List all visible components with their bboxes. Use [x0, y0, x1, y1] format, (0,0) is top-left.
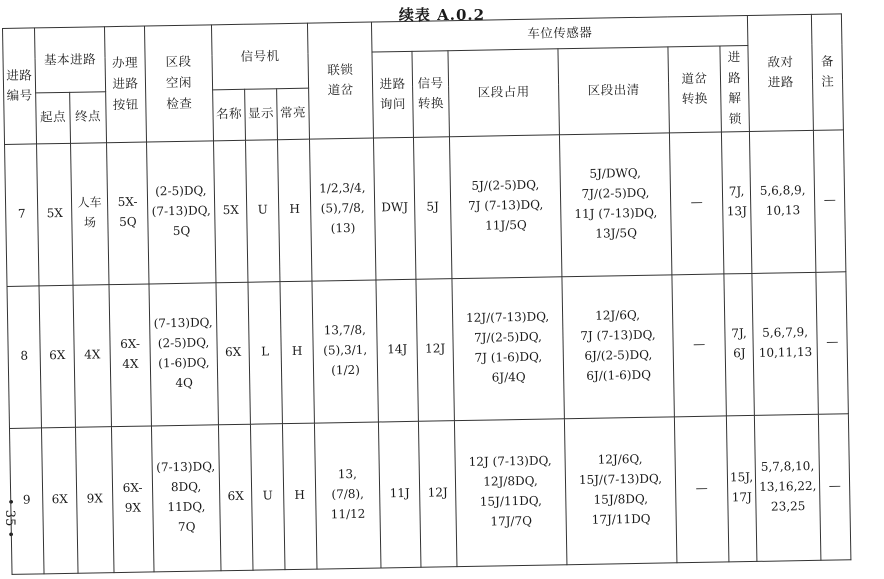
- cell-route-no: 9: [9, 427, 44, 574]
- cell-start: 6X: [41, 427, 78, 574]
- header-signal-display: 显示: [245, 89, 278, 140]
- cell-route-query: 14J: [376, 279, 418, 422]
- header-route-query: 进路 询问: [372, 51, 413, 137]
- cell-section-free: (2-5)DQ, (7-13)DQ, 5Q: [147, 140, 216, 283]
- cell-signal-name: 6X: [218, 424, 253, 571]
- header-button: 办理 进路 按钮: [104, 26, 146, 142]
- cell-clear: 12J/6Q, 15J/(7-13)DQ, 15J/8DQ, 17J/11DQ: [564, 416, 677, 564]
- cell-occupy: 12J/(7-13)DQ, 7J/(2-5)DQ, 7J (1-6)DQ, 6J/4Q: [452, 276, 564, 420]
- cell-signal-display: U: [245, 139, 279, 282]
- header-end: 终点: [70, 92, 107, 143]
- cell-signal-display: L: [248, 281, 282, 424]
- cell-unlock: 7J, 6J: [724, 273, 755, 415]
- table-row: [7, 271, 849, 428]
- cell-end: 9X: [75, 426, 114, 573]
- table-row: [5, 129, 847, 286]
- cell-occupy: 5J/(2-5)DQ, 7J (7-13)DQ, 11J/5Q: [449, 134, 561, 278]
- cell-section-free: (7-13)DQ, (2-5)DQ, (1-6)DQ, 4Q: [149, 282, 218, 425]
- header-route-unlock: 进路 解锁: [720, 45, 750, 131]
- table-row: [9, 413, 851, 574]
- header-signal-convert: 信号 转换: [412, 51, 449, 137]
- cell-end: 4X: [73, 284, 111, 427]
- cell-conflict: 5,7,8,10, 13,16,22, 23,25: [755, 414, 822, 561]
- header-switch-convert: 道岔 转换: [668, 46, 721, 132]
- cell-switch: 13, (7/8), 11/12: [314, 421, 381, 568]
- cell-button: 5X- 5Q: [107, 141, 149, 284]
- cell-signal-normal: H: [277, 139, 311, 282]
- cell-route-no: 7: [5, 143, 39, 286]
- cell-signal-convert: 12J: [418, 420, 457, 567]
- cell-occupy: 12J (7-13)DQ, 12J/8DQ, 15J/11DQ, 17J/7Q: [454, 418, 567, 566]
- header-conflict-route: 敌对 进路: [748, 14, 814, 131]
- cell-button: 6X- 4X: [109, 283, 151, 426]
- cell-remark: —: [819, 413, 852, 560]
- header-section-clear: 区段出清: [558, 47, 669, 134]
- page-title: 续表 A.0.2: [398, 6, 486, 24]
- header-basic-route: 基本进路: [35, 27, 106, 93]
- header-remark: 备 注: [812, 14, 844, 130]
- header-start: 起点: [36, 92, 71, 143]
- header-interlock-switch: 联锁 道岔: [307, 22, 373, 139]
- cell-signal-name: 6X: [216, 282, 250, 425]
- cell-remark: —: [816, 271, 848, 414]
- cell-end: 人车 场: [71, 142, 109, 285]
- cell-signal-normal: H: [282, 423, 317, 570]
- route-interlock-table: [2, 13, 852, 574]
- cell-conflict: 5,6,8,9, 10,13: [750, 130, 816, 273]
- cell-switch: 1/2,3/4, (5),7/8, (13): [309, 138, 375, 281]
- cell-switch-convert: —: [669, 131, 723, 274]
- cell-start: 6X: [39, 285, 75, 428]
- cell-switch: 13,7/8, (5),3/1, (1/2): [312, 280, 378, 423]
- cell-clear: 5J/DWQ, 7J/(2-5)DQ, 11J (7-13)DQ, 13J/5Q: [559, 132, 671, 276]
- cell-route-query: DWJ: [373, 137, 415, 280]
- header-signal-name: 名称: [213, 89, 246, 140]
- header-section-occupy: 区段占用: [448, 49, 559, 136]
- cell-signal-display: U: [250, 423, 285, 570]
- cell-signal-normal: H: [280, 281, 314, 424]
- cell-button: 6X- 9X: [111, 425, 154, 572]
- cell-clear: 12J/6Q, 7J (7-13)DQ, 6J/(2-5)DQ, 6J/(1-6)DQ: [562, 274, 674, 418]
- table-container: [2, 13, 852, 574]
- cell-conflict: 5,6,7,9, 10,11,13: [752, 272, 818, 415]
- cell-section-free: (7-13)DQ, 8DQ, 11DQ, 7Q: [151, 424, 221, 571]
- cell-route-no: 8: [7, 285, 41, 428]
- header-route-no: 进路 编号: [3, 28, 37, 144]
- cell-signal-name: 5X: [213, 140, 247, 283]
- cell-route-query: 11J: [378, 421, 421, 568]
- cell-unlock: 7J, 13J: [721, 131, 752, 273]
- cell-unlock: 15J, 17J: [726, 415, 757, 561]
- header-signal: 信号机: [211, 23, 308, 90]
- cell-signal-convert: 12J: [416, 278, 454, 421]
- cell-start: 5X: [37, 143, 73, 286]
- cell-switch-convert: —: [674, 415, 729, 562]
- header-signal-normal: 常亮: [277, 88, 310, 139]
- header-sensor: 车位传感器: [371, 15, 748, 52]
- header-section-free: 区段 空闲 检查: [144, 25, 213, 142]
- page-number-text: • 35 •: [2, 498, 17, 539]
- cell-signal-convert: 5J: [413, 136, 451, 279]
- cell-switch-convert: —: [672, 273, 726, 416]
- cell-remark: —: [814, 129, 846, 272]
